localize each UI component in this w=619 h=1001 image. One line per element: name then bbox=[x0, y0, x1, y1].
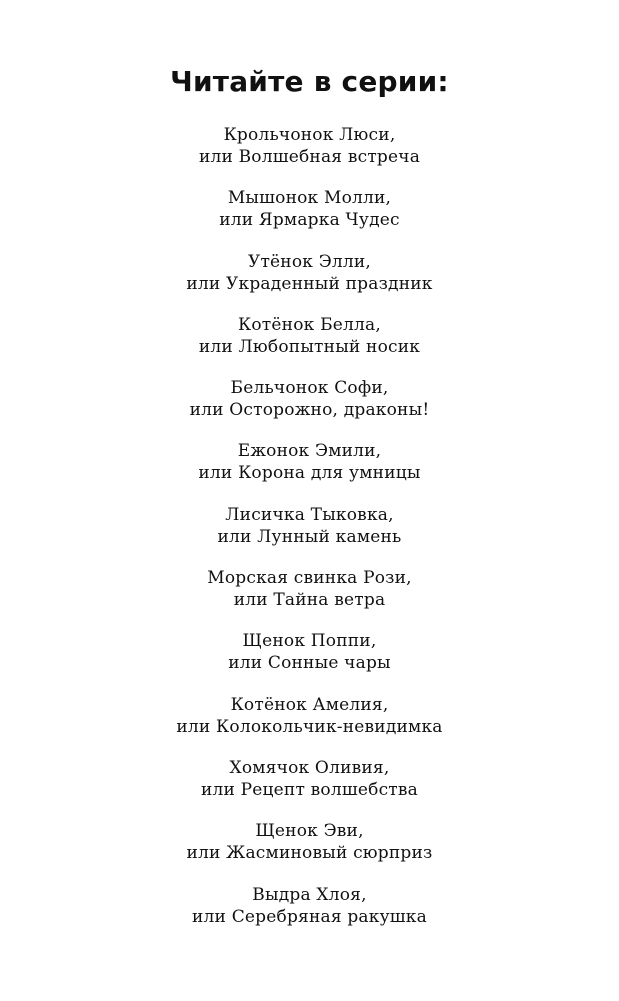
book-name: Лисичка Тыковка, bbox=[225, 504, 394, 525]
book-entry bbox=[0, 377, 619, 440]
book-entry bbox=[0, 694, 619, 757]
book-entry bbox=[0, 187, 619, 250]
book-subtitle: или Колокольчик-невидимка bbox=[176, 716, 443, 737]
book-subtitle: или Ярмарка Чудес bbox=[219, 210, 400, 231]
book-name: Щенок Эви, bbox=[255, 821, 364, 842]
book-name: Хомячок Оливия, bbox=[229, 757, 390, 778]
book-name: Ежонок Эмили, bbox=[237, 441, 382, 462]
book-entry bbox=[0, 757, 619, 820]
book-subtitle: или Лунный камень bbox=[217, 526, 402, 547]
book-name: Бельчонок Софи, bbox=[230, 378, 389, 399]
book-subtitle: или Украденный праздник bbox=[186, 273, 433, 294]
book-subtitle: или Корона для умницы bbox=[198, 463, 421, 484]
book-name: Мышонок Молли, bbox=[227, 188, 392, 209]
book-subtitle: или Жасминовый сюрприз bbox=[186, 843, 433, 864]
book-subtitle: или Волшебная встреча bbox=[198, 147, 421, 167]
book-entry bbox=[0, 820, 619, 883]
book-name: Морская свинка Рози, bbox=[207, 568, 412, 589]
book-list bbox=[0, 124, 619, 947]
book-entry bbox=[0, 251, 619, 314]
page-title: Читайте в серии: bbox=[170, 65, 449, 98]
book-name: Крольчонок Люси, bbox=[223, 125, 396, 145]
book-entry bbox=[0, 314, 619, 377]
book-name: Выдра Хлоя, bbox=[252, 884, 367, 905]
book-name: Котёнок Амелия, bbox=[230, 694, 389, 715]
book-entry bbox=[0, 884, 619, 947]
book-subtitle: или Любопытный носик bbox=[198, 336, 421, 357]
book-name: Щенок Поппи, bbox=[242, 631, 377, 652]
book-name: Котёнок Белла, bbox=[238, 314, 381, 335]
book-entry bbox=[0, 440, 619, 503]
book-subtitle: или Осторожно, драконы! bbox=[189, 400, 430, 421]
book-subtitle: или Тайна ветра bbox=[233, 590, 386, 611]
book-entry bbox=[0, 504, 619, 567]
book-name: Утёнок Элли, bbox=[247, 251, 372, 272]
book-entry bbox=[0, 567, 619, 630]
book-subtitle: или Сонные чары bbox=[228, 653, 391, 674]
book-subtitle: или Рецепт волшебства bbox=[200, 779, 419, 800]
book-entry bbox=[0, 630, 619, 693]
book-entry bbox=[0, 124, 619, 187]
book-subtitle: или Серебряная ракушка bbox=[192, 906, 427, 927]
